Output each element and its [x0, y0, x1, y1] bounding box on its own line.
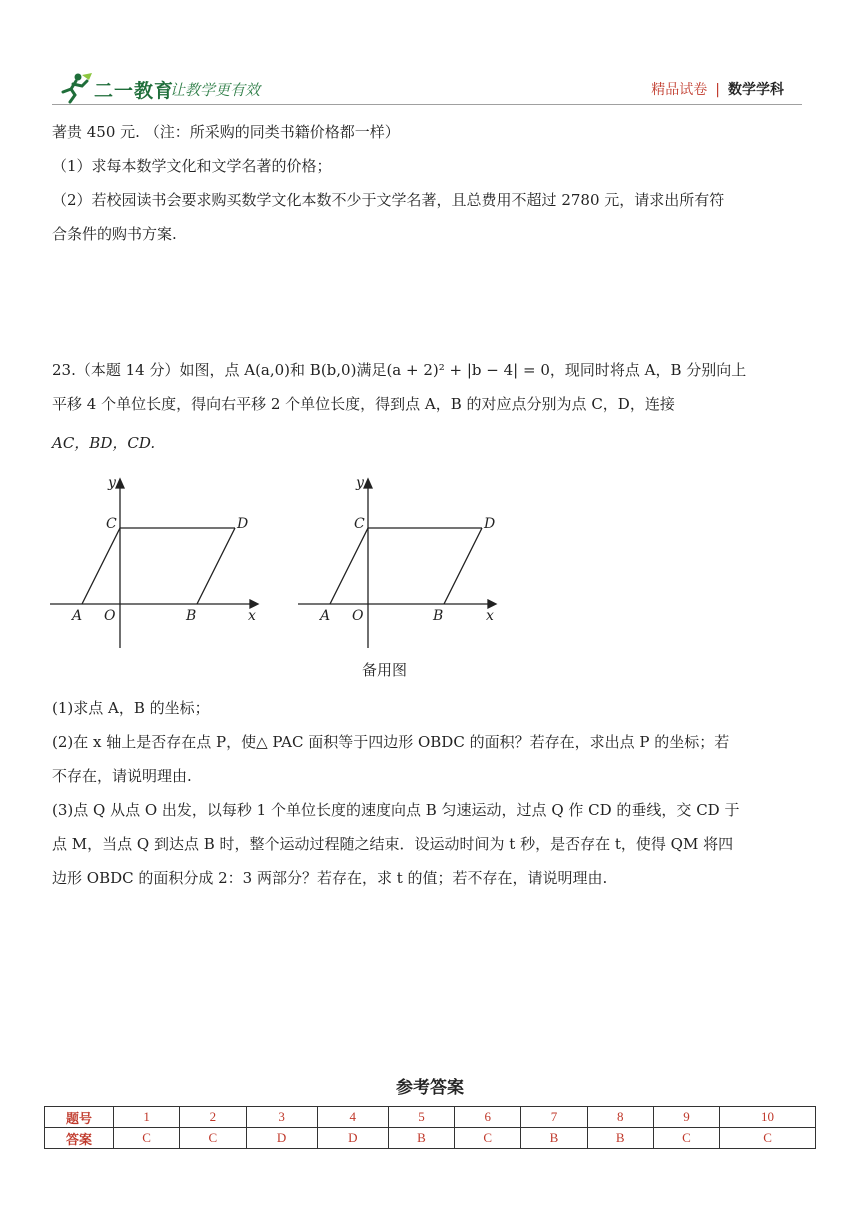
header-divider [52, 104, 802, 105]
answer-title: 参考答案 [396, 1078, 464, 1098]
label-d: D [237, 516, 249, 532]
header-logo [58, 72, 318, 106]
cell-number: 1 [114, 1107, 180, 1128]
cell-answer: D [246, 1128, 317, 1149]
cell-answer: C [180, 1128, 246, 1149]
cell-answer: B [587, 1128, 653, 1149]
q23-sub-3c: 边形 OBDC 的面积分成 2：3 两部分？若存在，求 t 的值；若不存在，请说明理由. [52, 869, 608, 887]
segment-ac [330, 528, 368, 604]
label-x: x [248, 608, 256, 624]
row-label-answer: 答案 [45, 1128, 114, 1149]
cell-answer: B [521, 1128, 587, 1149]
cell-number: 8 [587, 1107, 653, 1128]
cell-number: 9 [653, 1107, 719, 1128]
row-label-number: 题号 [45, 1107, 114, 1128]
label-c: C [106, 516, 117, 532]
cell-number: 3 [246, 1107, 317, 1128]
label-x: x [486, 608, 494, 624]
q23-sub-1: (1)求点 A，B 的坐标； [52, 699, 210, 717]
logo-slogan: 让教学更有效 [170, 81, 261, 99]
header-subject-label: 数学学科 [728, 82, 784, 98]
q23-line-1: 23.（本题 14 分）如图，点 A(a,0)和 B(b,0)满足(a + 2)² + |b − 4| = 0，现同时将点 A，B 分别向上 [52, 361, 747, 379]
y-axis-arrow [116, 479, 124, 488]
logo-name: 二一教育 [94, 80, 175, 102]
cell-number: 5 [388, 1107, 454, 1128]
cell-number: 7 [521, 1107, 587, 1128]
q23-sub-2a: (2)在 x 轴上是否存在点 P，使△ PAC 面积等于四边形 OBDC 的面积？若存在，求出点 P 的坐标；若 [52, 733, 730, 751]
figure-main [40, 470, 270, 655]
cell-answer: C [114, 1128, 180, 1149]
cell-answer: D [317, 1128, 388, 1149]
label-d: D [484, 516, 496, 532]
q23-sub-3b: 点 M，当点 Q 到达点 B 时，整个运动过程随之结束．设运动时间为 t 秒，是否存在 t，使得 QM 将四 [52, 835, 734, 853]
runner-logo-icon [58, 72, 94, 104]
label-y: y [356, 475, 364, 491]
label-o: O [104, 608, 116, 624]
cell-answer: C [653, 1128, 719, 1149]
answer-table [44, 1106, 816, 1149]
label-b: B [433, 608, 444, 624]
cell-number: 6 [455, 1107, 521, 1128]
q23-sub-3a: (3)点 Q 从点 O 出发，以每秒 1 个单位长度的速度向点 B 匀速运动，过点 Q 作 CD 的垂线，交 CD 于 [52, 801, 740, 819]
x-axis-arrow [250, 600, 258, 608]
x-axis-arrow [488, 600, 496, 608]
cell-answer: B [388, 1128, 454, 1149]
segment-bd [197, 528, 235, 604]
header-separator: | [715, 82, 720, 98]
header-tag: 精品试卷 [651, 82, 708, 98]
q22-line-3: （2）若校园读书会要求购买数学文化本数不少于文学名著，且总费用不超过 2780 元，请求出所有符 [52, 191, 725, 209]
label-y: y [108, 475, 116, 491]
q22-line-1: 著贵 450 元. （注：所采购的同类书籍价格都一样） [52, 123, 400, 141]
q23-sub-2b: 不存在，请说明理由. [52, 767, 192, 785]
figure-caption: 备用图 [362, 661, 408, 679]
label-o: O [352, 608, 364, 624]
cell-number: 2 [180, 1107, 246, 1128]
figure-backup [288, 470, 518, 655]
cell-number: 4 [317, 1107, 388, 1128]
segment-ac [82, 528, 120, 604]
label-c: C [354, 516, 365, 532]
q23-line-3: AC，BD，CD. [52, 434, 156, 452]
cell-number: 10 [720, 1107, 816, 1128]
label-b: B [186, 608, 197, 624]
y-axis-arrow [364, 479, 372, 488]
cell-answer: C [720, 1128, 816, 1149]
answer-row-numbers [45, 1107, 816, 1128]
cell-answer: C [455, 1128, 521, 1149]
q22-line-2: （1）求每本数学文化和文学名著的价格； [52, 157, 332, 175]
header-subject [651, 79, 784, 99]
label-a: A [72, 608, 83, 624]
q22-line-4: 合条件的购书方案. [52, 225, 177, 243]
label-a: A [320, 608, 331, 624]
answer-row-values [45, 1128, 816, 1149]
segment-bd [444, 528, 482, 604]
q23-line-2: 平移 4 个单位长度，得向右平移 2 个单位长度，得到点 A，B 的对应点分别为点 C，D，连接 [52, 395, 675, 413]
